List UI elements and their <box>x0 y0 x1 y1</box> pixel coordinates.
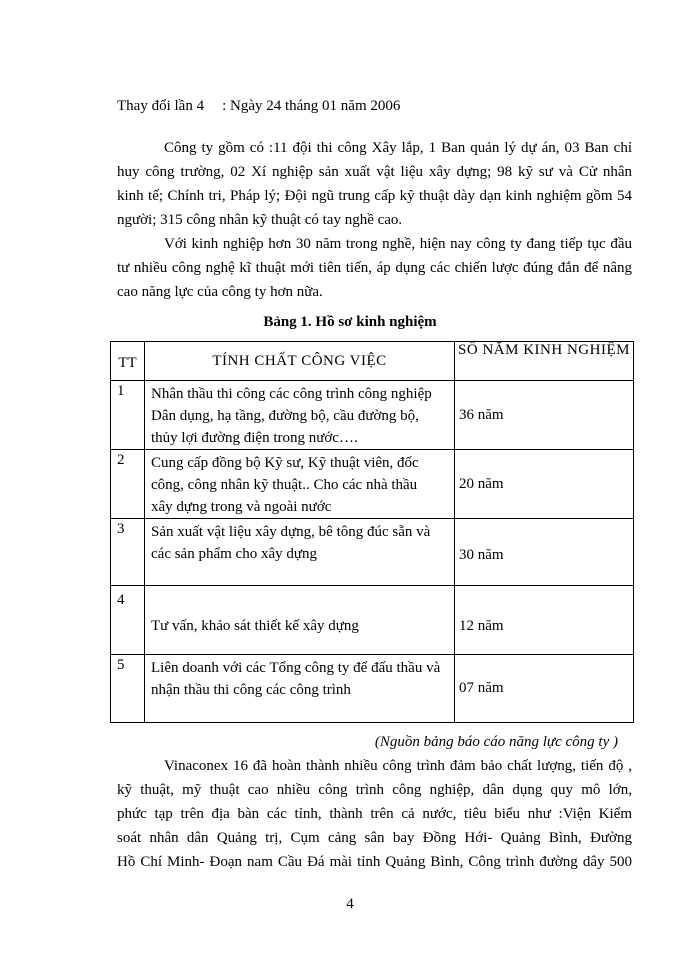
desc-line: thủy lợi đường điện trong nước…. <box>151 430 358 446</box>
intro-line: Công ty gồm có :11 đội thi công Xây lắp, 1 Ban quản lý dự án, 03 Ban chỉ <box>164 140 632 156</box>
row-years: 36 năm <box>455 381 634 450</box>
row-years: 07 năm <box>455 655 634 723</box>
revision-date: : Ngày 24 tháng 01 năm 2006 <box>222 98 401 114</box>
row-years: 30 năm <box>455 519 634 586</box>
closing-line: Vinaconex 16 đã hoàn thành nhiều công trình đảm bảo chất lượng, tiến độ , <box>164 758 632 774</box>
desc-line: Nhân thầu thi công các công trình công nghiệp <box>151 386 432 402</box>
row-number: 3 <box>111 519 145 586</box>
intro-line: Với kinh nghiệp hơn 30 năm trong nghề, hiện nay công ty đang tiếp tục đầu <box>164 236 632 252</box>
row-number: 4 <box>111 586 145 655</box>
revision-line <box>117 98 400 115</box>
desc-line: xây dựng trong và ngoài nước <box>151 499 332 515</box>
table-row <box>111 655 634 723</box>
desc-line: Cung cấp đồng bộ Kỹ sư, Kỹ thuật viên, đốc <box>151 455 419 471</box>
table-row <box>111 586 634 655</box>
intro-line: tư nhiều công nghệ kĩ thuật mới tiên tiến, áp dụng các chiến lược đúng đắn để nâng <box>117 260 632 276</box>
header-tt: TT <box>111 342 145 381</box>
row-years: 12 năm <box>455 586 634 655</box>
intro-line: cao năng lực của công ty hơn nữa. <box>117 284 323 300</box>
closing-line: Hồ Chí Minh- Đoạn nam Cầu Đá mài tỉnh Quảng Bình, Công trình đường dây 500 <box>117 854 632 870</box>
table-source: (Nguồn bảng báo cáo năng lực công ty ) <box>374 734 618 750</box>
table-row <box>111 381 634 450</box>
row-description <box>145 450 455 519</box>
row-description <box>145 381 455 450</box>
revision-label: Thay đổi lần 4 <box>117 98 205 114</box>
closing-line: soát nhân dân Quảng trị, Cụm cảng sân bay Đồng Hới- Quảng Bình, Đường <box>117 830 632 846</box>
desc-line: Liên doanh với các Tổng công ty để đấu thầu và <box>151 660 441 676</box>
table-header-row <box>111 342 634 381</box>
closing-line: phức tạp trên địa bàn các tỉnh, thành trên cả nước, tiêu biểu như :Viện Kiểm <box>117 806 632 822</box>
row-number: 2 <box>111 450 145 519</box>
desc-line: các sản phẩm cho xây dựng <box>151 546 317 562</box>
desc-line: Tư vấn, khảo sát thiết kế xây dựng <box>151 618 359 634</box>
intro-line: người; 315 công nhân kỹ thuật có tay nghề cao. <box>117 212 403 228</box>
header-years: SỐ NĂM KINH NGHIỆM <box>455 342 634 381</box>
row-number: 5 <box>111 655 145 723</box>
table-caption: Bảng 1. Hồ sơ kinh nghiệm <box>263 314 437 330</box>
row-number: 1 <box>111 381 145 450</box>
desc-line: Sản xuất vật liệu xây dựng, bê tông đúc sẵn và <box>151 524 431 540</box>
intro-line: huy công trường, 02 Xí nghiệp sản xuất vật liệu xây dựng; 98 kỹ sư và Cử nhân <box>117 164 632 180</box>
desc-line: Dân dụng, hạ tầng, đường bộ, cầu đường bộ, <box>151 408 419 424</box>
intro-line: kinh tế; Chính tri, Pháp lý; Đội ngũ trung cấp kỹ thuật dày dạn kinh nghiệm gồm 54 <box>117 188 632 204</box>
row-description <box>145 586 455 655</box>
experience-table <box>110 341 634 723</box>
desc-line: công, công nhân kỹ thuật.. Cho các nhà thầu <box>151 477 418 493</box>
page-number: 4 <box>346 896 354 912</box>
desc-line: nhận thầu thi công các công trình <box>151 682 351 698</box>
table-row <box>111 519 634 586</box>
table-row <box>111 450 634 519</box>
closing-line: kỹ thuật, mỹ thuật cao nhiều công trình công nghiệp, dân dụng quy mô lớn, <box>117 782 632 798</box>
row-years: 20 năm <box>455 450 634 519</box>
row-description <box>145 519 455 586</box>
header-description: TÍNH CHẤT CÔNG VIỆC <box>145 342 455 381</box>
row-description <box>145 655 455 723</box>
